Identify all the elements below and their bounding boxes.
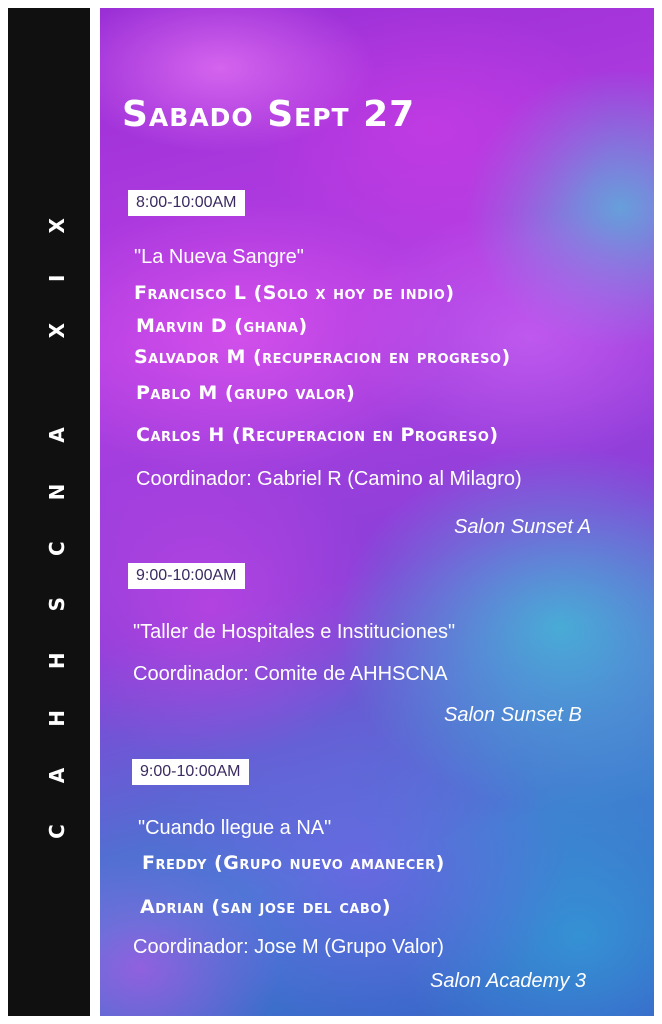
speaker: Salvador M (recuperacion en progreso) (134, 346, 511, 368)
speaker: Pablo M (grupo valor) (136, 382, 356, 404)
session-title: "La Nueva Sangre" (134, 246, 304, 268)
session-room: Salon Sunset A (454, 516, 592, 538)
divider (90, 8, 100, 1016)
session-title: "Cuando llegue a NA" (138, 817, 332, 839)
speaker: Freddy (Grupo nuevo amanecer) (142, 852, 445, 874)
session-time-badge: 9:00-10:00AM (132, 759, 249, 785)
session-coordinator: Coordinador: Comite de AHHSCNA (133, 663, 448, 685)
speaker: Marvin D (ghana) (136, 315, 308, 337)
session-room: Salon Academy 3 (430, 970, 587, 992)
speaker: Francisco L (Solo x hoy de indio) (134, 282, 455, 304)
session-time-badge: 8:00-10:00AM (128, 190, 245, 216)
session-coordinator: Coordinador: Gabriel R (Camino al Milagro) (136, 468, 522, 490)
speaker: Carlos H (Recuperacion en Progreso) (136, 424, 499, 446)
schedule-panel (100, 8, 654, 1016)
sidebar (8, 8, 90, 1016)
session-title: "Taller de Hospitales e Instituciones" (133, 621, 456, 643)
session-room: Salon Sunset B (444, 704, 582, 726)
session-coordinator: Coordinador: Jose M (Grupo Valor) (133, 936, 444, 958)
day-title: Sabado Sept 27 (122, 94, 416, 135)
sidebar-vertical-title: C A H H S C N A X I X (45, 201, 69, 839)
session-time-badge: 9:00-10:00AM (128, 563, 245, 589)
speaker: Adrian (san jose del cabo) (140, 896, 392, 918)
